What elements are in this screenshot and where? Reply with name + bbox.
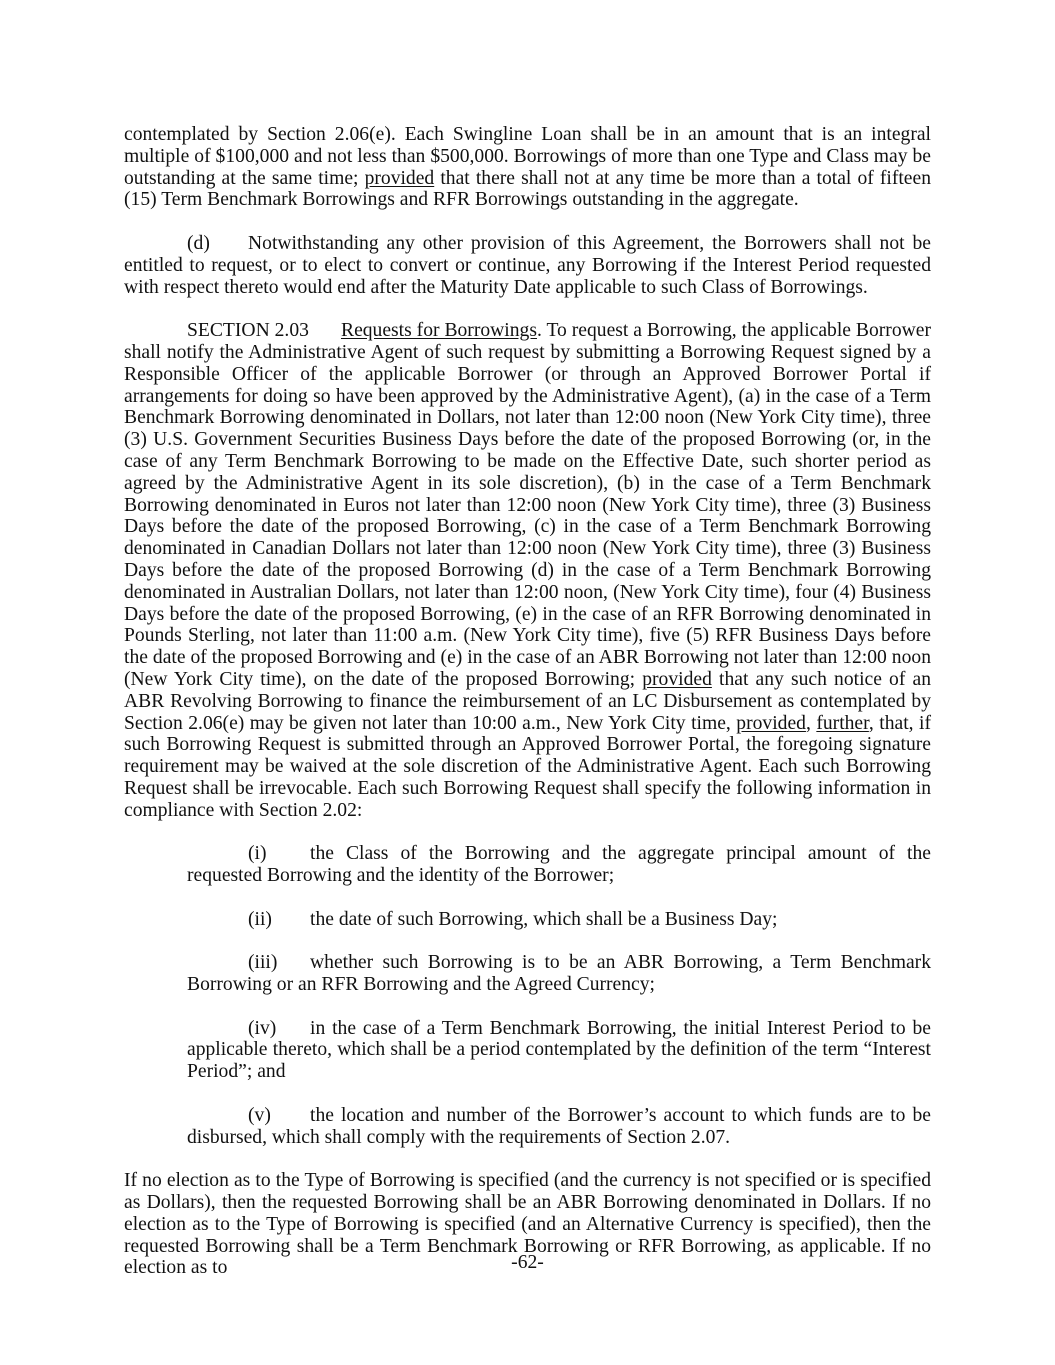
document-page (124, 124, 931, 1301)
item-text: in the case of a Term Benchmark Borrowing, the initial Interest Period to be applicable thereto, which shall be a period contemplated by the definition of the term “Interest Period”; and (187, 1017, 931, 1083)
section-2-03 (124, 320, 931, 821)
paragraph-d (124, 233, 931, 298)
section-number: SECTION 2.03 (187, 320, 309, 342)
text: , that, if such Borrowing Request is submitted through an Approved Borrower Portal, the foregoing signature requirement may be waived at the sole discretion of the Administrative Agent. Each such Borrowing Request shall be irrevocable. Each such Borrowing Request shall specify the following information in compliance with Section 2.02: (124, 712, 931, 821)
section-heading: Requests for Borrowings (341, 320, 537, 342)
list-item (187, 843, 931, 887)
clause-label: (d) (187, 232, 210, 254)
list-item (187, 952, 931, 996)
closing-paragraph: If no election as to the Type of Borrowing is specified (and the currency is not specified or is specified as Dollars), then the requested Borrowing shall be an ABR Borrowing denominated in Dollars. If no election as to the Type of Borrowing is specified (and an Alternative Currency is specified), then the requested Borrowing shall be a Term Benchmark Borrowing or RFR Borrowing, as applicable. If no election as to (124, 1170, 931, 1279)
item-label: (v) (248, 1104, 271, 1126)
list-item (187, 1018, 931, 1083)
item-label: (iii) (248, 952, 278, 974)
item-text: the location and number of the Borrower’s account to which funds are to be disbursed, which shall comply with the requirements of Section 2.07. (187, 1104, 931, 1148)
underlined-term: further (816, 712, 869, 734)
page-number: -62- (511, 1252, 544, 1273)
text: Notwithstanding any other provision of this Agreement, the Borrowers shall not be entitled to request, or to elect to convert or continue, any Borrowing if the Interest Period requested with respect thereto would end after the Maturity Date applicable to such Class of Borrowings. (124, 232, 931, 298)
underlined-term: provided (642, 668, 712, 690)
underlined-term: provided (364, 167, 435, 189)
text: that there shall not at any time be more than a total of fifteen (15) Term Benchmark Borrowings and RFR Borrowings outstanding in the aggregate. (124, 167, 931, 211)
list-item (187, 909, 931, 931)
item-text: the date of such Borrowing, which shall be a Business Day; (310, 908, 778, 930)
item-label: (ii) (248, 908, 272, 930)
item-text: the Class of the Borrowing and the aggregate principal amount of the requested Borrowing and the identity of the Borrower; (187, 843, 931, 887)
paragraph-swingline (124, 124, 931, 211)
text: . To request a Borrowing, the applicable Borrower shall notify the Administrative Agent of such request by submitting a Borrowing Request signed by a Responsible Officer of the applicable Borrower (or through an Approved Borrower Portal if arrangements for doing so have been approved by the Administrative Agent), (a) in the case of a Term Benchmark Borrowing denominated in Dollars, not later than 12:00 noon (New York City time), three (3) U.S. Government Securities Business Days before the date of the proposed Borrowing (or, in the case of any Term Benchmark Borrowing to be made on the Effective Date, such shorter period as agreed by the Administrative Agent in its sole discretion), (b) in the case of a Term Benchmark Borrowing denominated in Euros not later than 12:00 noon (New York City time), three (3) Business Days before the date of the proposed Borrowing, (c) in the case of a Term Benchmark Borrowing denominated in Canadian Dollars not later than 12:00 noon (New York City time), three (3) Business Days before the date of the proposed Borrowing (d) in the case of a Term Benchmark Borrowing denominated in Australian Dollars, not later than 12:00 noon, (New York City time), four (4) Business Days before the date of the proposed Borrowing, (e) in the case of an RFR Borrowing denominated in Pounds Sterling, not later than 11:00 a.m. (New York City time), five (5) RFR Business Days before the date of the proposed Borrowing and (e) in the case of an ABR Borrowing not later than 12:00 noon (New York City time), on the date of the proposed Borrowing; (124, 320, 932, 690)
text: , (805, 712, 817, 734)
underlined-term: provided (736, 712, 806, 734)
item-text: whether such Borrowing is to be an ABR Borrowing, a Term Benchmark Borrowing or an RFR Borrowing and the Agreed Currency; (187, 952, 931, 996)
text: contemplated by Section 2.06(e). Each Swingline Loan shall be in an amount that is an integral multiple of $100,000 and not less than $500,000. Borrowings of more than one Type and Class may be outstanding at the same time; (124, 124, 931, 189)
item-label: (i) (248, 843, 267, 865)
item-label: (iv) (248, 1017, 277, 1039)
list-item (187, 1105, 931, 1149)
text: that any such notice of an ABR Revolving Borrowing to finance the reimbursement of an LC Disbursement as contemplated by Section 2.06(e) may be given not later than 10:00 a.m., New York City time, (124, 668, 931, 734)
